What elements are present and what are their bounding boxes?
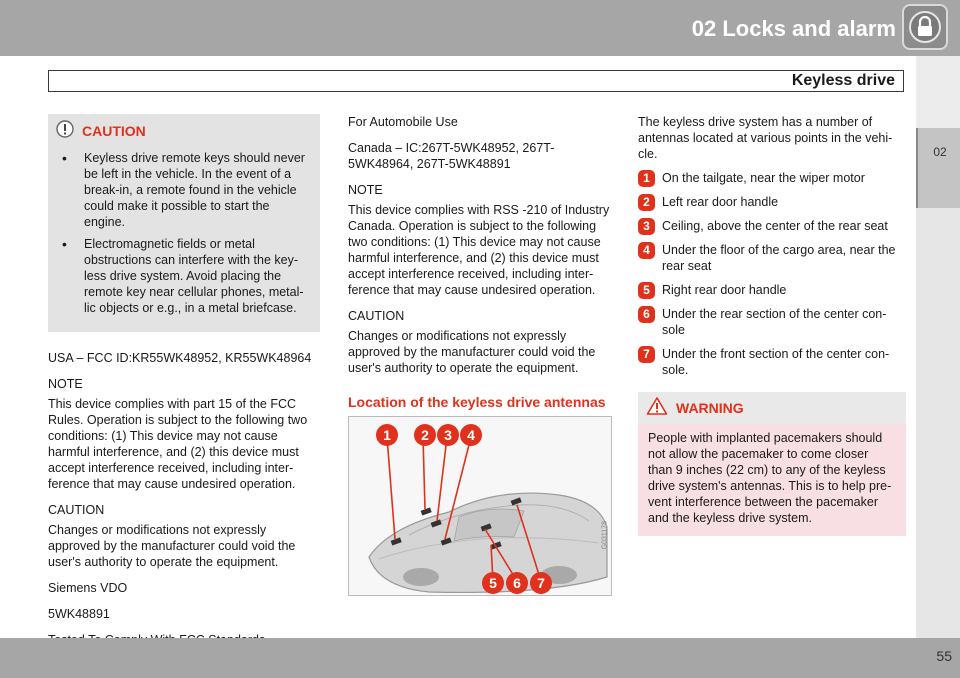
rss-caution-text: Changes or modifications not expressly approved by the manufacturer could void the user's authority to operate the equipment. [348,329,596,375]
number-badge: 7 [638,346,655,363]
column-middle [348,114,612,596]
list-item [638,194,906,210]
automobile-use: For Automobile Use [348,115,458,129]
header-bar [0,0,960,56]
location-text: Under the rear section of the center con-sole [662,307,887,337]
svg-text:6: 6 [513,575,521,591]
padlock-icon [902,4,948,50]
section-title: Keyless drive [791,72,895,89]
antenna-figure [348,416,612,596]
callout-6 [506,572,528,594]
caution-header [56,120,310,142]
fcc-id: USA – FCC ID:KR55WK48952, KR55WK48964 [48,351,312,365]
column-right [638,114,906,536]
list-item [638,170,906,186]
number-badge: 1 [638,170,655,187]
chapter-title: 02 Locks and alarm [691,16,896,41]
fcc-caution-text: Changes or modifications not expressly approved by the manufacturer could void the user's authority to operate the equipment. [48,523,296,569]
antenna-heading: Location of the keyless drive antennas [348,394,606,410]
canada-ic: Canada – IC:267T-5WK48952, 267T-5WK48964, 267T-5WK48891 [348,141,555,171]
svg-text:1: 1 [383,427,391,443]
antenna-intro: The keyless drive system has a number of antennas located at various points in the vehi-cle. [638,115,893,161]
column-left [48,114,320,648]
footer-bar [0,638,960,678]
list-item [638,306,906,338]
callout-2 [414,424,436,446]
svg-text:5: 5 [489,575,497,591]
location-text: Under the floor of the cargo area, near the rear seat [662,243,896,273]
callout-4 [460,424,482,446]
figure-code: G031178 [601,521,608,550]
section-bar [48,70,904,92]
caution-item: • Electromagnetic fields or metal obstructions can interfere with the key-less drive system. Avoid placing the remote key near cellular phones, metal-lic objects or e.g., in a metal briefcase. [56,236,310,316]
svg-text:7: 7 [537,575,545,591]
car-diagram [349,417,612,596]
location-text: Ceiling, above the center of the rear seat [662,219,888,233]
number-badge: 3 [638,218,655,235]
caution-box [48,114,320,332]
svg-text:2: 2 [421,427,429,443]
warning-triangle-icon [646,396,668,420]
note-label: NOTE [48,377,83,391]
list-item [638,242,906,274]
callout-3 [437,424,459,446]
warning-title: WARNING [676,400,744,416]
caution-list [56,150,310,316]
manufacturer: Siemens VDO [48,581,128,595]
page-number: 55 [936,648,952,664]
number-badge: 2 [638,194,655,211]
number-badge: 6 [638,306,655,323]
caution-label: CAUTION [348,309,405,323]
list-item [638,346,906,378]
svg-text:4: 4 [467,427,475,443]
list-item [638,218,906,234]
warning-box [638,392,906,536]
caution-item: • Keyless drive remote keys should never be left in the vehicle. In the event of a break-in, a remote found in the vehicle could make it possible to start the engine. [56,150,310,230]
side-strip-top [916,56,960,128]
callout-5 [482,572,504,594]
antenna-location-list [638,170,906,378]
location-text: Right rear door handle [662,283,787,297]
number-badge: 5 [638,282,655,299]
fcc-note-text: This device complies with part 15 of the FCC Rules. Operation is subject to the following two conditions: (1) This device may not cause harmful interference, and (2) this device must accept interference received, including inter-ference that may cause undesired operation. [48,397,308,491]
number-badge: 4 [638,242,655,259]
callout-7 [530,572,552,594]
location-text: Under the front section of the center con-sole. [662,347,890,377]
callout-1 [376,424,398,446]
model-number: 5WK48891 [48,607,110,621]
caution-label: CAUTION [48,503,105,517]
exclamation-icon [56,120,74,142]
location-text: Left rear door handle [662,195,779,209]
svg-text:3: 3 [444,427,452,443]
warning-header [638,392,906,424]
location-text: On the tailgate, near the wiper motor [662,171,865,185]
list-item [638,282,906,298]
caution-title: CAUTION [82,123,146,139]
chapter-tab-label: 02 [933,145,947,159]
side-strip [916,208,960,638]
note-label: NOTE [348,183,383,197]
warning-text: People with implanted pacemakers should not allow the pacemaker to come closer than 9 inches (22 cm) to any of the keyless drive system's antennas. This is to help pre-vent interference between the pacemaker and the keyless drive system. [648,431,892,525]
chapter-tab[interactable] [916,128,960,208]
rss-note-text: This device complies with RSS -210 of Industry Canada. Operation is subject to the following two conditions: (1) This device may not cause harmful interference, and (2) this device must accept interference received, including inter-ference that may cause undesired operation. [348,203,610,297]
